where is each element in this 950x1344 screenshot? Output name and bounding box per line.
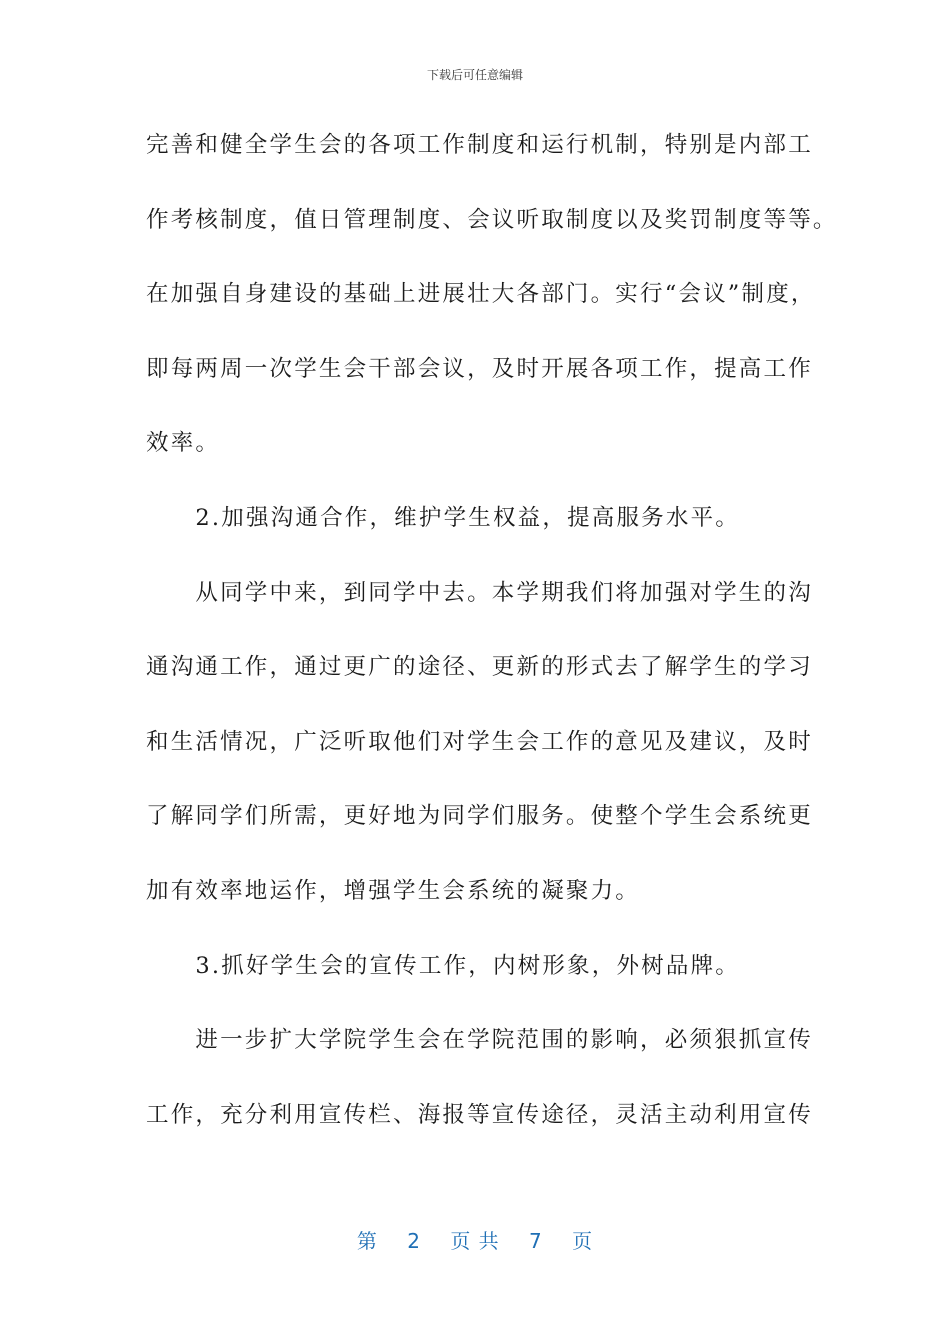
text-line: 工作，充分利用宣传栏、海报等宣传途径，灵活主动利用宣传: [146, 1101, 813, 1128]
page-footer: [0, 1225, 950, 1254]
text-line: 了解同学们所需，更好地为同学们服务。使整个学生会系统更: [146, 803, 813, 830]
text-line: 在加强自身建设的基础上进展壮大各部门。实行“会议”制度，: [146, 281, 816, 308]
total-pages-number: 7: [529, 1229, 543, 1253]
header-note: 下载后可任意编辑: [426, 68, 523, 82]
text-line: 加有效率地运作，增强学生会系统的凝聚力。: [146, 877, 641, 904]
footer-middle: 页 共: [450, 1229, 500, 1253]
current-page-number: 2: [407, 1229, 421, 1253]
text-line: 进一步扩大学院学生会在学院范围的影响，必须狠抓宣传: [146, 1027, 813, 1054]
footer-suffix: 页: [572, 1229, 594, 1253]
footer-prefix: 第: [356, 1229, 378, 1253]
text-line: 效率。: [146, 430, 221, 457]
text-line: 通沟通工作，通过更广的途径、更新的形式去了解学生的学习: [146, 654, 813, 681]
text-line: 即每两周一次学生会干部会议，及时开展各项工作，提高工作: [146, 355, 813, 382]
section-heading: 2.加强沟通合作，维护学生权益，提高服务水平。: [146, 504, 740, 531]
text-line: 从同学中来，到同学中去。本学期我们将加强对学生的沟: [146, 579, 813, 606]
text-line: 和生活情况，广泛听取他们对学生会工作的意见及建议，及时: [146, 728, 813, 755]
section-heading: 3.抓好学生会的宣传工作，内树形象，外树品牌。: [146, 952, 740, 979]
text-line: 作考核制度，值日管理制度、会议听取制度以及奖罚制度等等。: [146, 206, 838, 233]
document-body: [146, 124, 838, 1168]
text-line: 完善和健全学生会的各项工作制度和运行机制，特别是内部工: [146, 132, 813, 158]
